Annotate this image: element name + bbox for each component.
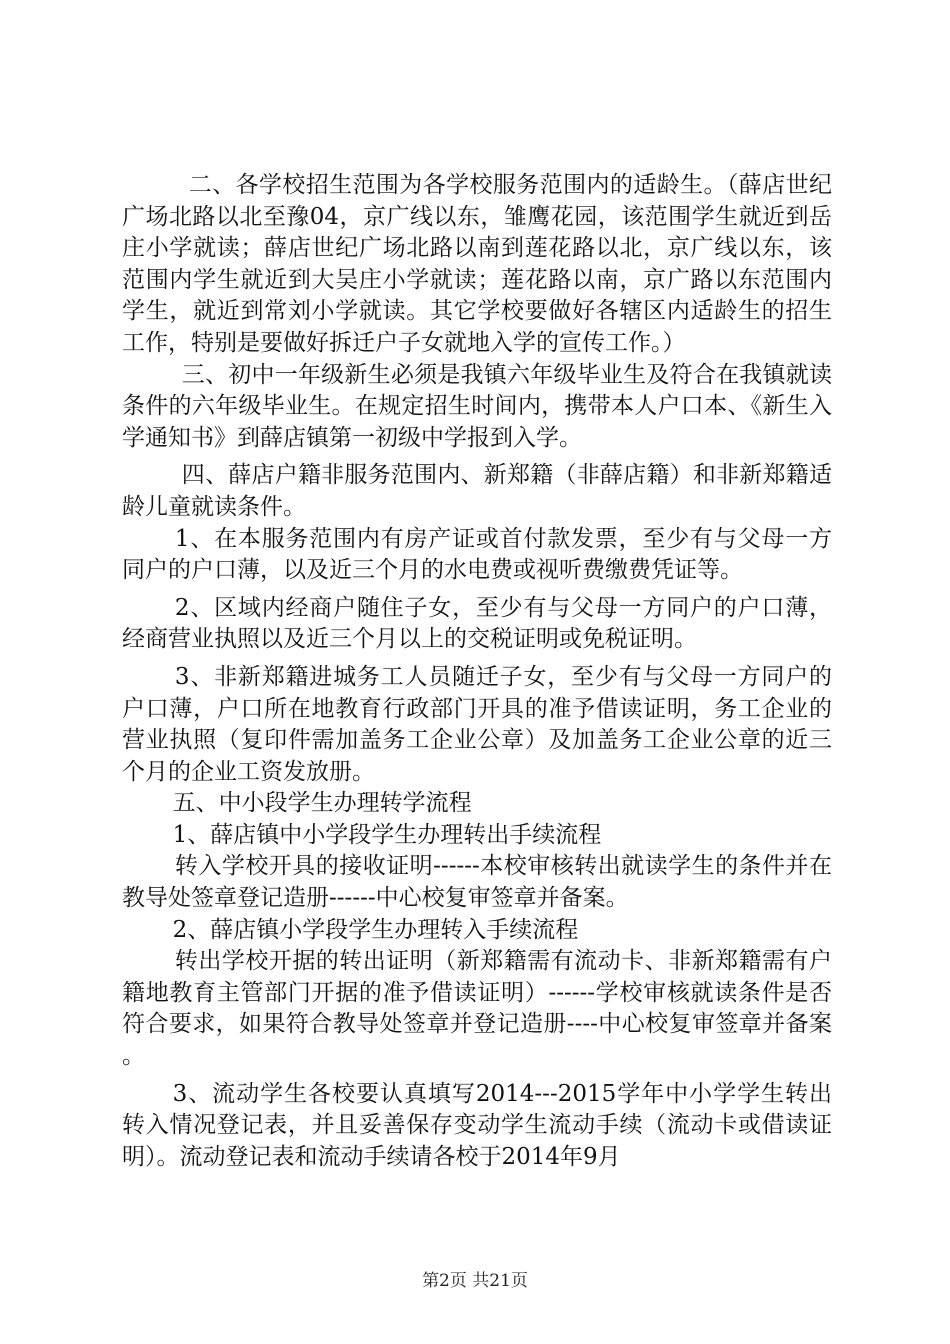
subheading-transfer-in: 2、薛店镇小学段学生办理转入手续流程	[172, 916, 579, 943]
paragraph-school-enrollment-scope: 二、各学校招生范围为各学校服务范围内的适龄生。（薛店世纪广场北路以北至豫04，京广线以东，雏鹰花园，该范围学生就近到岳庄小学就读；薛店世纪广场北路以南到莲花路以北，京广线以东，该范围内学生就近到大吴庄小学就读；莲花路以南，京广路以东范围内学生，就近到常刘小学就读。其它学校要做好各辖区内适龄生的招生工作，特别是要做好拆迁户子女就地入学的宣传工作。）	[122, 172, 832, 356]
document-body	[122, 170, 832, 1173]
paragraph-condition-3: 3、非新郑籍进城务工人员随迁子女，至少有与父母一方同户的户口薄，户口所在地教育行政部门开具的准予借读证明，务工企业的营业执照（复印件需加盖务工企业公章）及加盖务工企业公章的近三个月的企业工资发放册。	[122, 663, 832, 785]
paragraph-transfer-out-steps: 转入学校开具的接收证明------本校审核转出就读学生的条件并在教导处签章登记造册------中心校复审签章并备案。	[122, 853, 832, 912]
paragraph-non-local-conditions: 四、薛店户籍非服务范围内、新郑籍（非薛店籍）和非新郑籍适龄儿童就读条件。	[122, 462, 832, 520]
subheading-transfer-out: 1、薛店镇中小学段学生办理转出手续流程	[172, 821, 602, 848]
section-heading-transfer-process: 五、中小段学生办理转学流程	[172, 790, 472, 817]
paragraph-condition-2: 2、区域内经商户随住子女，至少有与父母一方同户的户口薄，经商营业执照以及近三个月以上的交税证明或免税证明。	[122, 594, 832, 653]
paragraph-transfer-in-steps: 转出学校开据的转出证明（新郑籍需有流动卡、非新郑籍需有户籍地教育主管部门开据的准予借读证明）------学校审核就读条件是否符合要求，如果符合教导处签章并登记造册----中心校复审签章并备案。	[122, 948, 832, 1070]
paragraph-mobile-student-records: 3、流动学生各校要认真填写2014---2015学年中小学学生转出转入情况登记表，并且妥善保存变动学生流动手续（流动卡或借读证明）。流动登记表和流动手续请各校于2014年9月	[122, 1080, 832, 1170]
page-footer: 第2页 共21页	[422, 1271, 528, 1291]
paragraph-junior-high-freshmen: 三、初中一年级新生必须是我镇六年级毕业生及符合在我镇就读条件的六年级毕业生。在规定招生时间内，携带本人户口本、《新生入学通知书》到薛店镇第一初级中学报到入学。	[122, 361, 832, 451]
paragraph-condition-1: 1、在本服务范围内有房产证或首付款发票，至少有与父母一方同户的户口薄，以及近三个月的水电费或视听费缴费凭证等。	[122, 525, 832, 584]
